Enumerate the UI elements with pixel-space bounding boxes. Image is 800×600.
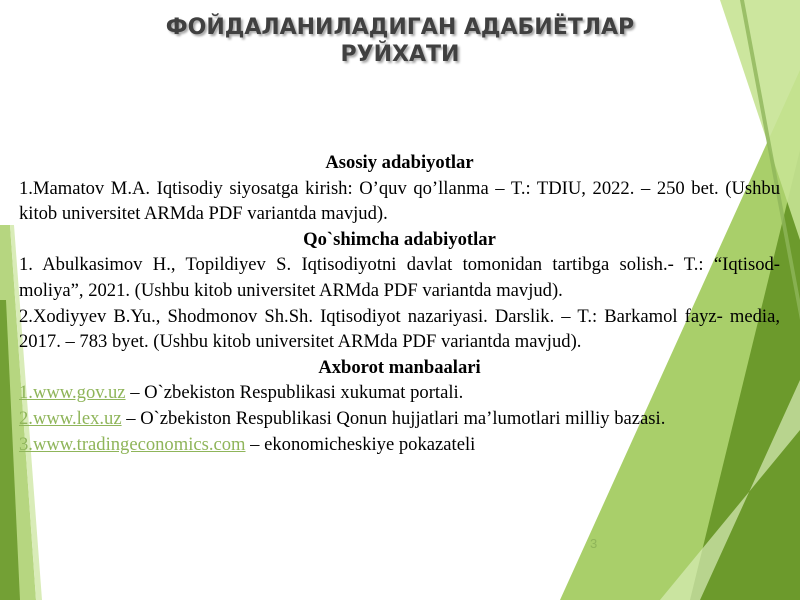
- lex-uz-link[interactable]: 2.www.lex.uz: [19, 407, 122, 429]
- info-source-desc-2: – O`zbekiston Respublikasi Qonun hujjatlari ma’lumotlari milliy bazasi.: [121, 407, 666, 429]
- tradingeconomics-link[interactable]: 3.www.tradingeconomics.com: [19, 433, 246, 455]
- extra-literature-heading: Qo`shimcha adabiyotlar: [303, 228, 496, 250]
- slide-title: [0, 14, 800, 68]
- info-source-desc-3: – ekonomicheskiye pokazateli: [245, 433, 476, 455]
- slide-body: [19, 150, 780, 457]
- extra-literature-item-1: 1. Abulkasimov H., Topildiyev S. Iqtisodiyotni davlat tomonidan tartibga solish.- T.: “Iqtisod-moliya”, 2021. (Ushbu kitob universitet ARMda PDF variantda mavjud).: [19, 254, 780, 301]
- info-sources-heading: Axborot manbaalari: [318, 356, 481, 378]
- main-literature-heading: Asosiy adabiyotlar: [325, 152, 474, 173]
- page-number: 3: [590, 536, 598, 551]
- slide-title-line1: ФОЙДАЛАНИЛАДИГАН АДАБИЁТЛАР: [165, 15, 635, 40]
- info-source-item-3: [19, 432, 780, 458]
- slide-title-line2: РУЙХАТИ: [340, 42, 460, 67]
- info-source-item-1: [19, 380, 780, 406]
- info-source-item-2: [19, 406, 780, 432]
- main-literature-item: 1.Mamatov M.A. Iqtisodiy siyosatga kirish: O’quv qo’llanma – T.: TDIU, 2022. – 250 bet. (Ushbu kitob universitet ARMda PDF variantda mavjud).: [19, 177, 780, 225]
- gov-uz-link[interactable]: 1.www.gov.uz: [19, 382, 126, 404]
- info-source-desc-1: – O`zbekiston Respublikasi xukumat portali.: [125, 382, 464, 404]
- extra-literature-item-2: 2.Xodiyyev B.Yu., Shodmonov Sh.Sh. Iqtisodiyot nazariyasi. Darslik. – T.: Barkamol fayz- media, 2017. – 783 byet. (Ushbu kitob universitet ARMda PDF variantda mavjud).: [19, 305, 780, 353]
